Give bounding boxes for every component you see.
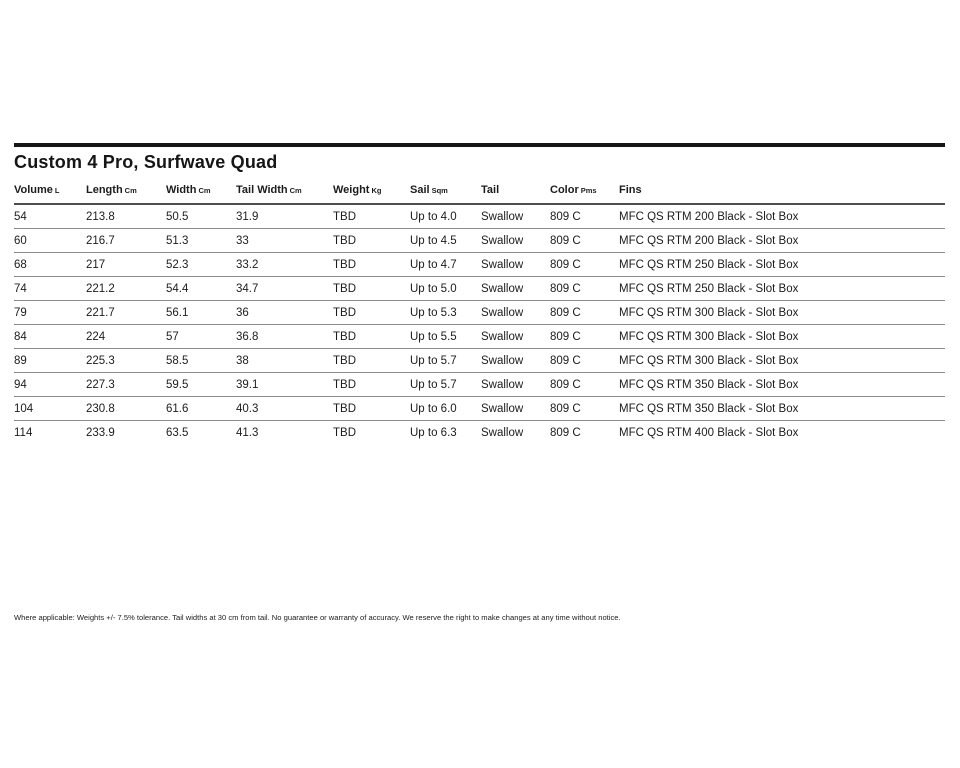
column-unit-width: Cm — [198, 186, 211, 195]
cell-tail-width: 39.1 — [236, 373, 333, 397]
table-row — [14, 397, 945, 421]
cell-weight: TBD — [333, 301, 410, 325]
cell-width: 57 — [166, 325, 236, 349]
cell-length: 221.2 — [86, 277, 166, 301]
cell-fins: MFC QS RTM 300 Black - Slot Box — [619, 325, 945, 349]
column-unit-tail-width: Cm — [289, 186, 302, 195]
cell-tail-width: 41.3 — [236, 421, 333, 445]
table-row — [14, 325, 945, 349]
cell-sail: Up to 6.3 — [410, 421, 481, 445]
cell-sail: Up to 4.0 — [410, 210, 457, 223]
spec-table — [14, 181, 945, 444]
cell-tail: Swallow — [481, 301, 550, 325]
page-title: Custom 4 Pro, Surfwave Quad — [14, 152, 278, 172]
cell-color: 809 C — [550, 373, 619, 397]
cell-color: 809 C — [550, 277, 619, 301]
cell-volume: 54 — [14, 210, 27, 223]
cell-weight: TBD — [333, 397, 410, 421]
column-header-tail-width: Tail Width Cm — [236, 181, 333, 204]
cell-tail-width: 33 — [236, 229, 333, 253]
table-row — [14, 301, 945, 325]
cell-length: 213.8 — [86, 210, 115, 223]
table-row — [14, 421, 945, 445]
cell-tail: Swallow — [481, 373, 550, 397]
cell-fins: MFC QS RTM 350 Black - Slot Box — [619, 397, 945, 421]
cell-tail-width: 34.7 — [236, 277, 333, 301]
cell-length: 225.3 — [86, 349, 166, 373]
cell-volume: 89 — [14, 349, 86, 373]
cell-color: 809 C — [550, 210, 581, 223]
column-header-color: Color Pms — [550, 181, 619, 204]
cell-width: 50.5 — [166, 210, 189, 223]
table-row — [14, 229, 945, 253]
cell-weight: TBD — [333, 210, 356, 223]
table-row — [14, 277, 945, 301]
cell-weight: TBD — [333, 277, 410, 301]
table-row — [14, 373, 945, 397]
cell-length: 224 — [86, 325, 166, 349]
cell-sail: Up to 6.0 — [410, 397, 481, 421]
cell-color: 809 C — [550, 253, 619, 277]
table-row — [14, 204, 945, 229]
cell-width: 59.5 — [166, 373, 236, 397]
cell-fins: MFC QS RTM 300 Black - Slot Box — [619, 349, 945, 373]
cell-tail-width: 36.8 — [236, 325, 333, 349]
cell-weight: TBD — [333, 349, 410, 373]
footer-note: Where applicable: Weights +/- 7.5% tolerance. Tail widths at 30 cm from tail. No guarantee or warranty of accuracy. We reserve the right to make changes at any time without notice. — [14, 613, 621, 622]
column-unit-sail: Sqm — [431, 186, 448, 195]
cell-tail: Swallow — [481, 277, 550, 301]
cell-sail: Up to 4.5 — [410, 229, 481, 253]
cell-weight: TBD — [333, 229, 410, 253]
cell-volume: 74 — [14, 277, 86, 301]
cell-width: 63.5 — [166, 421, 236, 445]
cell-color: 809 C — [550, 349, 619, 373]
cell-sail: Up to 5.7 — [410, 373, 481, 397]
cell-color: 809 C — [550, 325, 619, 349]
cell-fins: MFC QS RTM 250 Black - Slot Box — [619, 277, 945, 301]
cell-volume: 94 — [14, 373, 86, 397]
column-header-sail: Sail Sqm — [410, 181, 481, 204]
cell-length: 221.7 — [86, 301, 166, 325]
table-row — [14, 253, 945, 277]
cell-tail: Swallow — [481, 349, 550, 373]
cell-color: 809 C — [550, 397, 619, 421]
cell-width: 52.3 — [166, 253, 236, 277]
cell-fins: MFC QS RTM 400 Black - Slot Box — [619, 421, 945, 445]
column-header-length: Length Cm — [86, 181, 166, 204]
cell-width: 58.5 — [166, 349, 236, 373]
column-header-fins: Fins — [619, 181, 945, 204]
table-header-row — [14, 181, 945, 204]
cell-width: 51.3 — [166, 229, 236, 253]
column-header-tail: Tail — [481, 181, 550, 204]
cell-sail: Up to 5.3 — [410, 301, 481, 325]
cell-tail: Swallow — [481, 253, 550, 277]
cell-color: 809 C — [550, 421, 619, 445]
cell-volume: 84 — [14, 325, 86, 349]
cell-fins: MFC QS RTM 250 Black - Slot Box — [619, 253, 945, 277]
cell-tail-width: 38 — [236, 349, 333, 373]
cell-tail-width: 40.3 — [236, 397, 333, 421]
cell-fins: MFC QS RTM 200 Black - Slot Box — [619, 210, 799, 223]
cell-length: 227.3 — [86, 373, 166, 397]
cell-length: 217 — [86, 253, 166, 277]
cell-color: 809 C — [550, 229, 619, 253]
cell-sail: Up to 5.7 — [410, 349, 481, 373]
cell-volume: 114 — [14, 421, 86, 445]
column-header-volume: Volume L — [14, 181, 86, 204]
cell-tail: Swallow — [481, 325, 550, 349]
top-rule — [14, 143, 945, 147]
cell-fins: MFC QS RTM 300 Black - Slot Box — [619, 301, 945, 325]
cell-tail: Swallow — [481, 210, 524, 223]
table-body — [14, 204, 945, 444]
cell-width: 56.1 — [166, 301, 236, 325]
cell-tail: Swallow — [481, 397, 550, 421]
cell-volume: 79 — [14, 301, 86, 325]
cell-length: 233.9 — [86, 421, 166, 445]
column-unit-weight: Kg — [371, 186, 382, 195]
column-unit-length: Cm — [124, 186, 137, 195]
cell-sail: Up to 5.5 — [410, 325, 481, 349]
cell-length: 230.8 — [86, 397, 166, 421]
cell-volume: 60 — [14, 229, 86, 253]
column-header-width: Width Cm — [166, 181, 236, 204]
cell-tail-width: 36 — [236, 301, 333, 325]
table-row — [14, 349, 945, 373]
cell-weight: TBD — [333, 325, 410, 349]
cell-width: 61.6 — [166, 397, 236, 421]
cell-tail: Swallow — [481, 421, 550, 445]
cell-length: 216.7 — [86, 229, 166, 253]
cell-width: 54.4 — [166, 277, 236, 301]
column-unit-volume: L — [54, 186, 60, 195]
cell-weight: TBD — [333, 253, 410, 277]
cell-tail-width: 33.2 — [236, 253, 333, 277]
cell-tail-width: 31.9 — [236, 210, 259, 223]
cell-volume: 104 — [14, 397, 86, 421]
cell-sail: Up to 4.7 — [410, 253, 481, 277]
cell-fins: MFC QS RTM 200 Black - Slot Box — [619, 229, 945, 253]
cell-sail: Up to 5.0 — [410, 277, 481, 301]
cell-tail: Swallow — [481, 229, 550, 253]
cell-volume: 68 — [14, 253, 86, 277]
cell-fins: MFC QS RTM 350 Black - Slot Box — [619, 373, 945, 397]
cell-weight: TBD — [333, 421, 410, 445]
column-header-weight: Weight Kg — [333, 181, 410, 204]
cell-color: 809 C — [550, 301, 619, 325]
column-unit-color: Pms — [580, 186, 597, 195]
cell-weight: TBD — [333, 373, 410, 397]
